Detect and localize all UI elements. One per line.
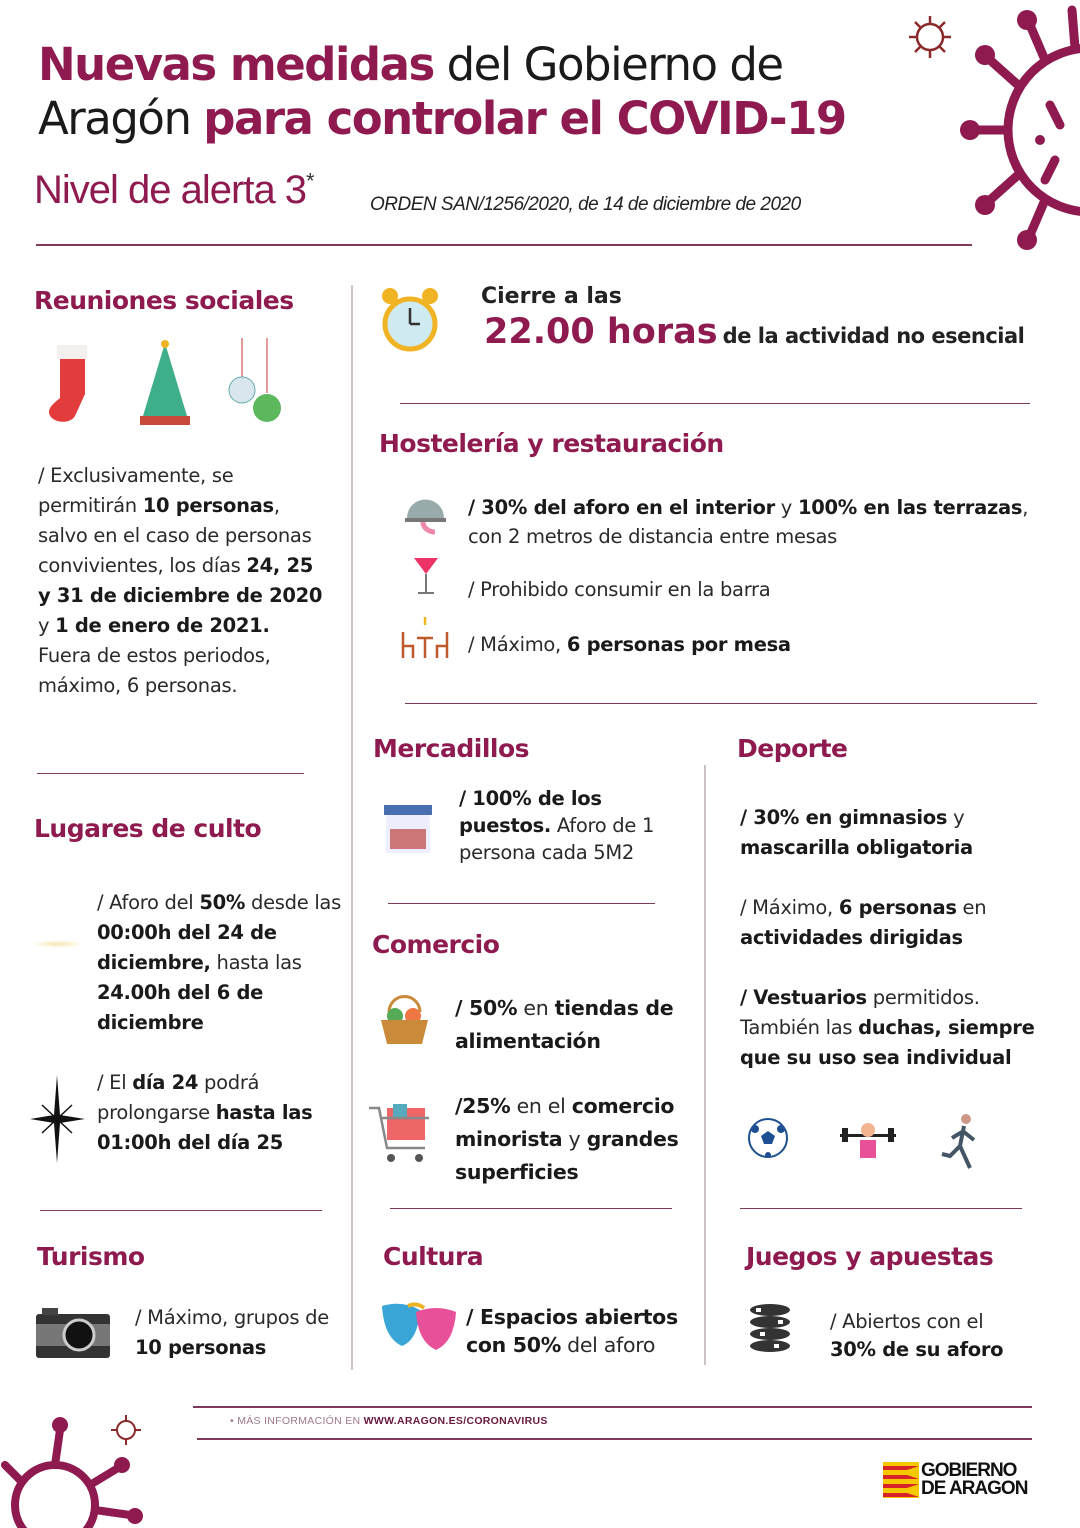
bold-text: 10 personas [142,494,274,517]
section-title-hosteleria: Hostelería y restauración [379,429,724,458]
bold-text: / 100% de los puestos. [459,787,602,837]
divider [351,285,353,1370]
closing-note: de la actividad no esencial [722,324,1025,348]
closing-time: 22.00 horas [484,312,718,352]
text: del aforo [560,1333,656,1357]
cocktail-icon [412,550,440,595]
divider [390,1208,672,1209]
text: y [562,1127,587,1151]
comercio-item-2 [455,1090,695,1189]
cultura-text [466,1303,691,1359]
text: y [38,614,56,637]
text: , salvo en el caso de personas convivientes, los días [38,494,312,577]
ornament-icon [222,338,287,428]
section-title-comercio: Comercio [372,930,500,959]
casino-chips-icon [748,1302,793,1358]
bold-text: /25% [455,1094,511,1118]
deporte-item-2 [740,893,1040,953]
bold-text: hasta las 01:00h del día 25 [97,1101,313,1154]
star-icon [30,1075,85,1163]
shopping-cart-icon [367,1100,432,1165]
bold-text: 00:00h del 24 de diciembre, [97,921,277,974]
bold-text: 24.00h del 6 de diciembre [97,981,264,1034]
cloche-icon [403,490,448,535]
culto-item-1 [97,888,347,1038]
text: permitidos. También las [740,986,980,1039]
deporte-item-1 [740,803,1040,863]
soccer-ball-icon [747,1117,789,1159]
bold-text: actividades dirigidas [740,926,963,949]
logo-text: DE ARAGON [921,1478,1028,1499]
virus-icon [905,12,955,62]
bold-text: / Vestuarios [740,986,867,1009]
turismo-text [135,1303,335,1363]
hosteleria-item-3 [468,630,1028,660]
camera-icon [36,1308,110,1358]
text: / Prohibido consumir en la barra [468,578,771,601]
order-reference: ORDEN SAN/1256/2020, de 14 de diciembre de 2020 [370,194,801,215]
text: en [517,996,555,1020]
text: / Máximo, grupos de [135,1306,329,1329]
divider [740,1208,1022,1209]
text: / Aforo del [97,891,200,914]
mercadillos-text [459,785,684,866]
basket-icon [377,992,432,1047]
text: y [774,496,798,519]
alert-level [34,168,314,213]
reuniones-text [38,461,323,701]
bold-text: día 24 [132,1071,199,1094]
text: / Máximo, [740,896,839,919]
divider [405,703,1037,704]
hosteleria-item-1 [468,493,1038,551]
page-title [38,38,846,146]
cierre-time [484,312,1024,352]
text: / El [97,1071,133,1094]
virus-icon [940,0,1080,260]
text: desde las [245,891,341,914]
section-title-juegos: Juegos y apuestas [746,1242,994,1271]
divider [400,403,1030,404]
hosteleria-item-2 [468,575,1028,605]
table-chairs-icon [400,612,450,660]
market-stall-icon [382,803,434,855]
stocking-icon [45,340,100,425]
more-info-label: MÁS INFORMACIÓN EN [237,1415,364,1427]
candle-glow-icon [30,940,85,948]
text: podrá prolongarse [97,1071,260,1124]
bold-text: 50% [199,891,246,914]
theater-masks-icon [380,1302,458,1352]
alert-level-text: Nivel de alerta 3 [34,168,307,212]
bold-text: Nuevas medidas [38,38,434,91]
section-title-cultura: Cultura [383,1242,484,1271]
logo-text: GOBIERNO [921,1460,1017,1481]
bold-text: grandes superficies [455,1127,679,1184]
text: en el [510,1094,572,1118]
bold-text: / 50% [455,996,518,1020]
section-title-deporte: Deporte [737,734,848,763]
cierre-label: Cierre a las [481,284,622,309]
bold-text: comercio minorista [455,1094,675,1151]
section-title-mercadillos: Mercadillos [373,734,530,763]
divider [193,1406,1032,1408]
text: / Máximo, [468,633,567,656]
gobierno-aragon-logo [883,1462,1027,1498]
asterisk: * [306,168,314,194]
alarm-clock-icon [380,284,440,358]
comercio-item-1 [455,992,695,1058]
text: / Exclusivamente, se permitirán [38,464,234,517]
text: / Abiertos con el [830,1310,984,1333]
divider [36,244,972,246]
section-title-turismo: Turismo [37,1242,145,1271]
divider [37,773,304,774]
more-info: • MÁS INFORMACIÓN EN WWW.ARAGON.ES/CORONAVIRUS [230,1415,548,1427]
text: , con 2 metros de distancia entre mesas [468,496,1029,548]
bold-text: / Espacios abiertos con 50% [466,1305,678,1357]
section-title-reuniones: Reuniones sociales [34,286,294,315]
more-info-link[interactable]: WWW.ARAGON.ES/CORONAVIRUS [363,1415,548,1427]
text: hasta las [210,951,302,974]
bold-text: 24, 25 y 31 de diciembre de 2020 [38,554,323,607]
section-title-culto: Lugares de culto [34,814,262,843]
divider [40,1210,322,1211]
text: del Gobierno de [433,38,783,91]
weightlifting-icon [838,1118,898,1166]
christmas-tree-icon [135,338,195,428]
bold-text: 6 personas [838,896,957,919]
bold-text: 10 personas [135,1336,267,1359]
text: Aragón [38,92,204,145]
bold-text: 1 de enero de 2021. [55,614,270,637]
runner-icon [940,1112,980,1170]
text: en [956,896,987,919]
bold-text: 30% de su aforo [830,1338,1004,1361]
bold-text: duchas, siempre que su uso sea individual [740,1016,1035,1069]
text: y [947,806,965,829]
culto-item-2 [97,1068,337,1158]
bold-text: / 30% del aforo en el interior [468,496,775,519]
bold-text: 6 personas por mesa [566,633,791,656]
juegos-text [830,1308,1030,1364]
text: Aforo de 1 persona cada 5M2 [459,814,655,864]
aragon-flag-icon [883,1462,919,1498]
bold-text: / 30% en gimnasios [740,806,948,829]
bold-text: mascarilla obligatoria [740,836,973,859]
text: Fuera de estos periodos, máximo, 6 personas. [38,644,271,697]
divider [388,903,655,904]
deporte-item-3 [740,983,1060,1073]
divider [197,1438,1032,1440]
bold-text: tiendas de alimentación [455,996,674,1053]
bold-text: para controlar el COVID-19 [203,92,846,145]
divider [704,765,706,1365]
virus-icon [0,1410,150,1528]
bold-text: 100% en las terrazas [797,496,1023,519]
